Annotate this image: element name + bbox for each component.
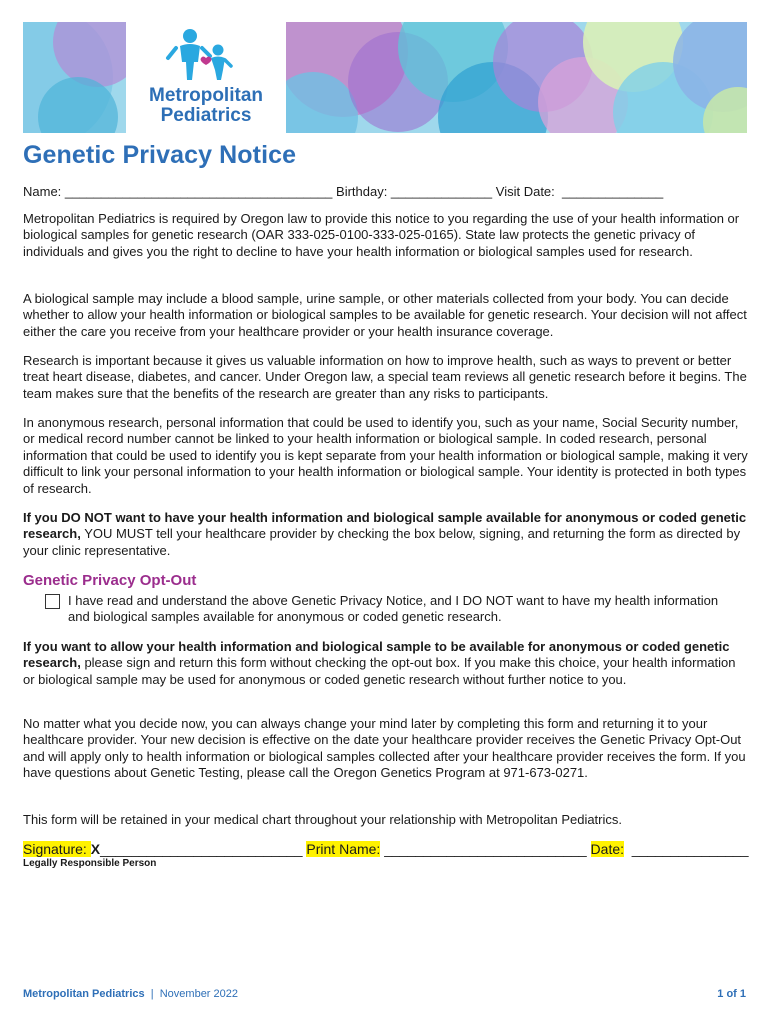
signature-field[interactable]: __________________________ (100, 841, 303, 857)
paragraph-want-allow (23, 639, 749, 688)
optout-checkbox[interactable] (45, 594, 60, 609)
paragraph-change-mind: No matter what you decide now, you can always change your mind later by completing this form and returning it to your healthcare provider. Your new decision is effective on the date your healthcare provider receives the Genetic Privacy Opt-Out and will apply only to health information or biological samples collected after your healthcare provider receives the form. If you have questions about Genetic Testing, please call the Oregon Genetics Program at 971-673-0271. (23, 716, 746, 781)
do-not-want-bold: If you DO NOT want to have your health information and biological sample available for anonymous or coded genetic research, (23, 510, 747, 542)
optout-checkbox-label: I have read and understand the above Genetic Privacy Notice, and I DO NOT want to have my health information and biological samples available for anonymous or coded genetic research. (68, 593, 719, 625)
page-number: 1 of 1 (717, 988, 746, 1000)
date-field[interactable]: _______________ (624, 841, 749, 857)
want-allow-bold: If you want to allow your health information and biological sample to be available for anonymous or coded genetic research, (23, 639, 730, 671)
signature-label: Signature: (23, 841, 91, 857)
paragraph-retention: This form will be retained in your medical chart throughout your relationship with Metropolitan Pediatrics. (23, 812, 623, 827)
signature-line (23, 841, 749, 857)
name-birthday-visit-line[interactable]: Name: _____________________________________ Birthday: ______________ Visit Date: ______________ (23, 184, 664, 199)
legally-responsible-label: Legally Responsible Person (23, 858, 157, 869)
logo-text-line1: Metropolitan (149, 85, 263, 106)
print-name-field[interactable]: __________________________ (380, 841, 591, 857)
paragraph-do-not-want (23, 510, 749, 559)
logo-text-line2: Pediatrics (160, 105, 252, 126)
page-title: Genetic Privacy Notice (23, 141, 297, 169)
header-banner (23, 22, 747, 133)
print-name-label: Print Name: (306, 841, 381, 857)
footer-separator: | (144, 988, 160, 1000)
family-figures-icon (126, 22, 286, 84)
date-label: Date: (590, 841, 625, 857)
paragraph-biological-sample: A biological sample may include a blood sample, urine sample, or other materials collected from your body. You can decide whether to allow your health information or biological samples to be available for genetic research. Your decision will not affect either the care you receive from your healthcare provider or your health insurance coverage. (23, 291, 747, 339)
paragraph-research-importance: Research is important because it gives us valuable information on how to improve health, such as ways to prevent or better treat heart disease, diabetes, and cancer. Under Oregon law, a special team reviews all genetic research before it begins. The team makes sure that the benefits of the research are greater than any risks to participants. (23, 353, 747, 401)
optout-title: Genetic Privacy Opt-Out (23, 572, 197, 589)
do-not-want-rest: YOU MUST tell your healthcare provider by checking the box below, signing, and returning the form as directed by your clinic representative. (23, 526, 741, 558)
footer-brand: Metropolitan Pediatrics (23, 988, 145, 1000)
signature-x: X (90, 841, 101, 857)
footer-left (23, 988, 238, 1000)
paragraph-intro: Metropolitan Pediatrics is required by Oregon law to provide this notice to you regarding the use of your health information or biological samples for genetic research (OAR 333-025-0100-333-025-0165). State law protects the genetic privacy of individuals and gives you the right to decline to have your health information or biological samples used for research. (23, 211, 740, 259)
footer-date: November 2022 (159, 988, 239, 1000)
logo (126, 22, 286, 133)
want-allow-rest: please sign and return this form without checking the opt-out box. If you make this choice, your health information or biological sample may be used for anonymous or coded genetic research without further notice to you. (23, 655, 736, 687)
paragraph-anonymous-research: In anonymous research, personal information that could be used to identify you, such as your name, Social Security number, or medical record number cannot be linked to your health information or biological sample. In coded research, personal information that could be used to identify you is kept separate from your health information or biological sample, making it very difficult to link your personal information to your health information or biological sample. Your identity is protected in both types of research. (23, 415, 748, 496)
